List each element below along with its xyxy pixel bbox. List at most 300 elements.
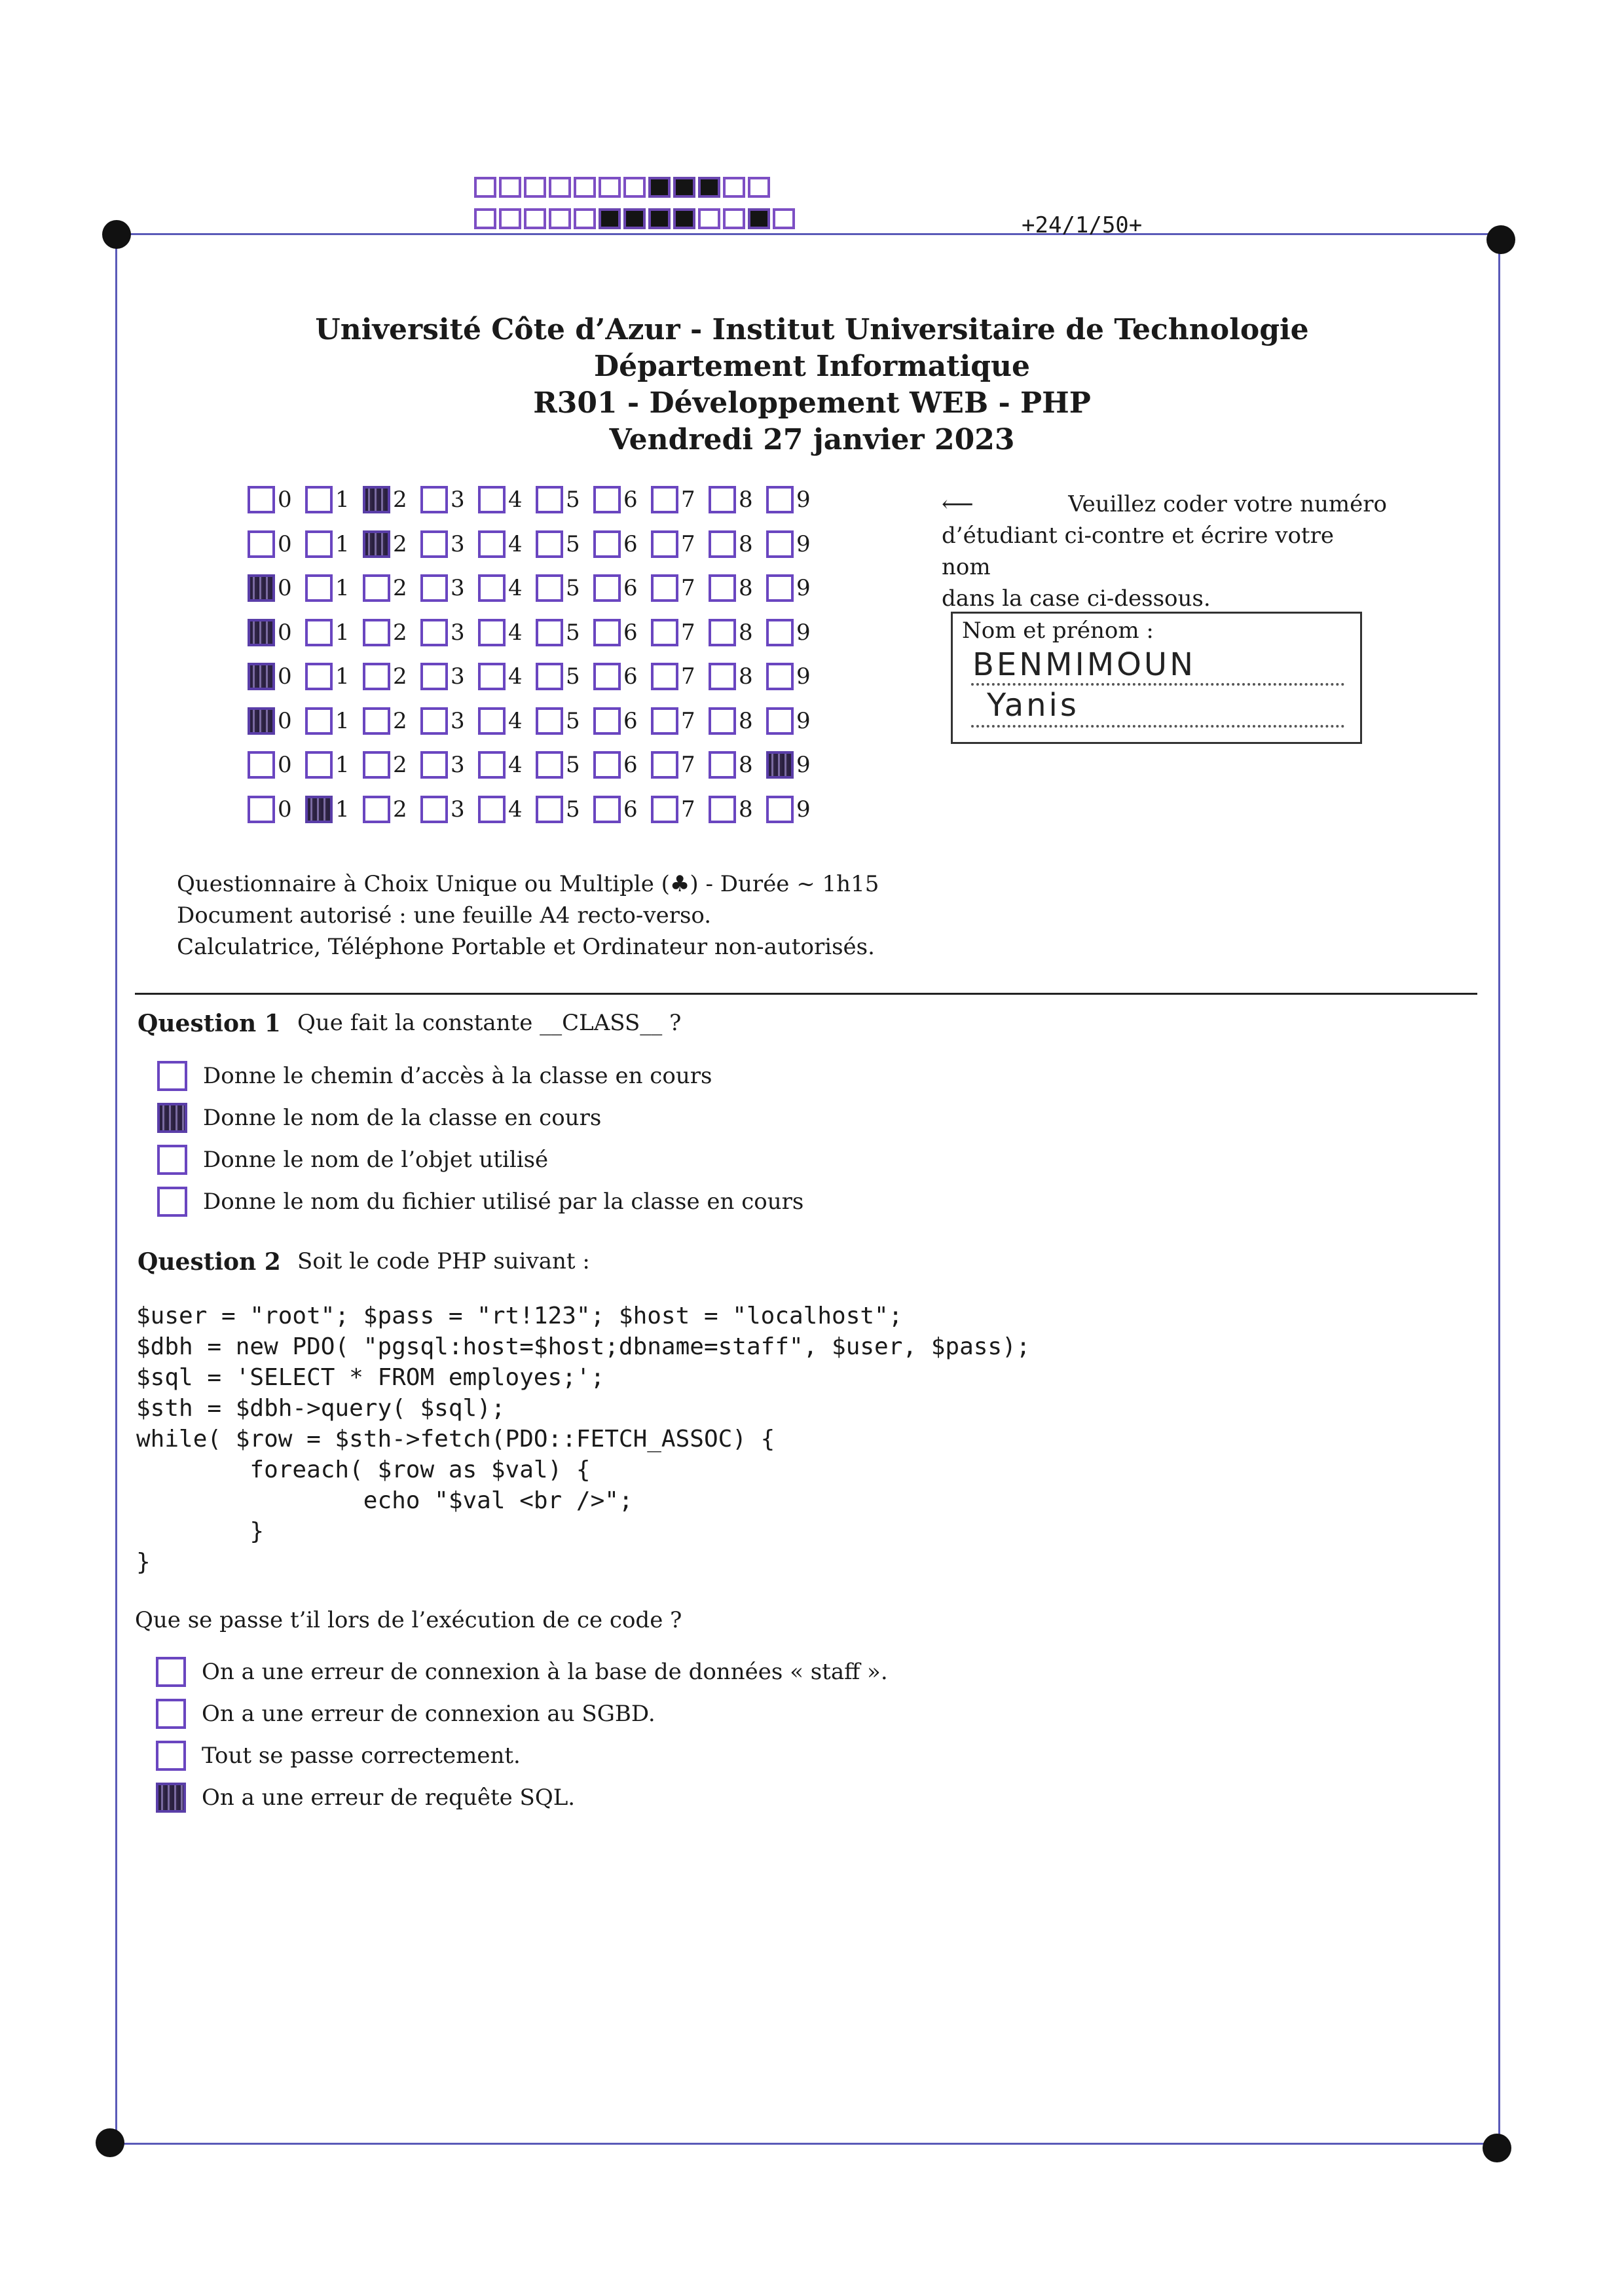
header-university: Université Côte d’Azur - Institut Universitaire de Technologie (315, 313, 1309, 346)
digit-option[interactable] (248, 619, 293, 646)
digit-label: 5 (566, 530, 580, 557)
digit-checkbox[interactable] (651, 796, 678, 823)
digit-option[interactable] (766, 574, 812, 602)
digit-option[interactable] (593, 574, 639, 602)
digit-label: 2 (393, 752, 407, 778)
digit-label: 5 (566, 796, 580, 823)
digit-option[interactable] (536, 619, 581, 646)
digit-checkbox[interactable] (766, 574, 794, 602)
digit-checkbox[interactable] (420, 619, 448, 646)
digit-checkbox[interactable] (593, 574, 621, 602)
answer-text: Donne le chemin d’accès à la classe en cours (203, 1063, 712, 1089)
digit-option[interactable] (651, 796, 697, 823)
digit-option[interactable] (305, 530, 351, 558)
digit-checkbox[interactable] (766, 707, 794, 735)
digit-option[interactable] (709, 619, 754, 646)
digit-option[interactable] (593, 486, 639, 513)
digit-label: 2 (393, 530, 407, 557)
digit-label: 3 (451, 530, 465, 557)
digit-option[interactable] (593, 751, 639, 779)
digit-option[interactable] (305, 751, 351, 779)
answer-checkbox[interactable] (156, 1657, 186, 1687)
digit-label: 0 (278, 796, 292, 823)
digit-option[interactable] (766, 530, 812, 558)
digit-checkbox[interactable] (651, 619, 678, 646)
page-id: +24/1/50+ (1022, 212, 1143, 238)
digit-option[interactable] (305, 796, 351, 823)
answer-checkbox[interactable] (156, 1741, 186, 1771)
section-divider (135, 993, 1477, 995)
digit-label: 7 (681, 530, 695, 557)
code-strip-cell (623, 177, 646, 198)
digit-option[interactable] (420, 751, 466, 779)
digit-checkbox[interactable] (709, 619, 736, 646)
digit-label: 7 (681, 619, 695, 646)
digit-label: 2 (393, 619, 407, 646)
answer-option[interactable] (156, 1657, 888, 1687)
digit-option[interactable] (478, 530, 524, 558)
digit-checkbox[interactable] (248, 530, 275, 558)
digit-option[interactable] (651, 619, 697, 646)
digit-option[interactable] (478, 796, 524, 823)
digit-option[interactable] (478, 486, 524, 513)
digit-checkbox[interactable] (363, 751, 390, 779)
digit-option[interactable] (478, 574, 524, 602)
digit-label: 8 (739, 575, 753, 601)
digit-label: 1 (335, 707, 350, 734)
digit-checkbox[interactable] (420, 574, 448, 602)
digit-checkbox[interactable] (478, 486, 506, 513)
digit-option[interactable] (420, 663, 466, 690)
digit-option[interactable] (709, 530, 754, 558)
digit-label: 0 (278, 752, 292, 778)
code-strip-cell (524, 208, 546, 229)
code-strip-cell (499, 208, 521, 229)
digit-option[interactable] (766, 619, 812, 646)
corner-mark-bottom-left (96, 2128, 124, 2157)
digit-label: 6 (623, 707, 638, 734)
digit-label: 6 (623, 796, 638, 823)
digit-label: 2 (393, 575, 407, 601)
digit-label: 4 (508, 752, 523, 778)
digit-option[interactable] (305, 486, 351, 513)
digit-checkbox[interactable] (593, 751, 621, 779)
answer-text: Tout se passe correctement. (202, 1743, 521, 1769)
digit-option[interactable] (248, 486, 293, 513)
digit-option[interactable] (363, 530, 409, 558)
question-1-label: Question 1 (138, 1010, 281, 1037)
digit-option[interactable] (478, 619, 524, 646)
instructions-line-1: Veuillez coder votre numéro (1068, 491, 1387, 517)
corner-mark-top-right (1486, 225, 1515, 254)
digit-label: 9 (796, 575, 811, 601)
digit-option[interactable] (593, 530, 639, 558)
answer-checkbox[interactable] (157, 1061, 187, 1091)
digit-option[interactable] (593, 619, 639, 646)
answer-option[interactable] (157, 1187, 803, 1217)
last-name-field[interactable]: BENMIMOUN (972, 646, 1196, 683)
digit-checkbox[interactable] (305, 663, 333, 690)
digit-label: 5 (566, 752, 580, 778)
digit-option[interactable] (536, 574, 581, 602)
digit-option[interactable] (536, 796, 581, 823)
digit-option[interactable] (766, 796, 812, 823)
php-code-block: $user = "root"; $pass = "rt!123"; $host = "localhost"; $dbh = new PDO( "pgsql:host=$host;dbname=staff", $user, $pass); $sql = 'SELECT * FROM employes;'; $sth = $dbh->query( $sql); while( $row = $sth->fetch(PDO::FETCH_ASSOC) { foreach( $row as $val) { echo "$val <br />"; } } (136, 1303, 1031, 1576)
digit-option[interactable] (593, 707, 639, 735)
student-number-row (248, 707, 824, 735)
digit-option[interactable] (478, 663, 524, 690)
digit-option[interactable] (651, 486, 697, 513)
digit-label: 0 (278, 707, 292, 734)
answer-option[interactable] (156, 1741, 521, 1771)
digit-option[interactable] (363, 796, 409, 823)
digit-label: 0 (278, 619, 292, 646)
answer-option[interactable] (157, 1145, 548, 1175)
digit-option[interactable] (536, 486, 581, 513)
digit-label: 2 (393, 487, 407, 513)
digit-checkbox[interactable] (363, 663, 390, 690)
digit-label: 3 (451, 752, 465, 778)
digit-label: 2 (393, 707, 407, 734)
digit-option[interactable] (651, 707, 697, 735)
digit-label: 9 (796, 663, 811, 690)
digit-checkbox[interactable] (709, 486, 736, 513)
digit-option[interactable] (305, 707, 351, 735)
digit-checkbox[interactable] (305, 530, 333, 558)
digit-option[interactable] (420, 530, 466, 558)
digit-label: 8 (739, 796, 753, 823)
answer-checkbox[interactable] (157, 1103, 187, 1133)
question-2-label: Question 2 (138, 1248, 281, 1276)
digit-option[interactable] (248, 663, 293, 690)
digit-option[interactable] (593, 663, 639, 690)
digit-checkbox[interactable] (651, 574, 678, 602)
digit-option[interactable] (709, 796, 754, 823)
digit-checkbox[interactable] (593, 707, 621, 735)
digit-label: 2 (393, 796, 407, 823)
digit-checkbox[interactable] (248, 707, 275, 735)
code-strip-cell (723, 208, 745, 229)
digit-label: 9 (796, 796, 811, 823)
first-name-dotted-line (971, 725, 1344, 728)
answer-checkbox[interactable] (157, 1187, 187, 1217)
digit-checkbox[interactable] (363, 707, 390, 735)
digit-checkbox[interactable] (305, 619, 333, 646)
digit-option[interactable] (766, 707, 812, 735)
digit-option[interactable] (420, 486, 466, 513)
code-strip-cell (599, 208, 621, 229)
digit-option[interactable] (248, 574, 293, 602)
digit-label: 5 (566, 619, 580, 646)
digit-label: 6 (623, 575, 638, 601)
digit-checkbox[interactable] (766, 751, 794, 779)
digit-checkbox[interactable] (478, 751, 506, 779)
answer-text: Donne le nom de l’objet utilisé (203, 1147, 549, 1173)
digit-label: 7 (681, 575, 695, 601)
digit-option[interactable] (766, 663, 812, 690)
digit-checkbox[interactable] (420, 486, 448, 513)
digit-label: 5 (566, 575, 580, 601)
digit-label: 1 (335, 575, 350, 601)
digit-checkbox[interactable] (363, 796, 390, 823)
digit-checkbox[interactable] (478, 530, 506, 558)
digit-checkbox[interactable] (709, 751, 736, 779)
digit-label: 5 (566, 487, 580, 513)
digit-checkbox[interactable] (478, 663, 506, 690)
digit-checkbox[interactable] (766, 796, 794, 823)
code-strip-cell (648, 208, 671, 229)
digit-checkbox[interactable] (305, 796, 333, 823)
student-number-row (248, 574, 824, 602)
digit-checkbox[interactable] (536, 707, 563, 735)
digit-option[interactable] (478, 707, 524, 735)
digit-option[interactable] (536, 663, 581, 690)
digit-option[interactable] (363, 619, 409, 646)
digit-checkbox[interactable] (709, 530, 736, 558)
digit-option[interactable] (248, 796, 293, 823)
code-strip-row-2 (474, 208, 798, 229)
digit-checkbox[interactable] (536, 486, 563, 513)
code-strip-cell (673, 208, 695, 229)
digit-label: 6 (623, 487, 638, 513)
digit-option[interactable] (478, 751, 524, 779)
digit-checkbox[interactable] (766, 619, 794, 646)
answer-option[interactable] (156, 1699, 655, 1729)
first-name-field[interactable]: Yanis (987, 687, 1079, 724)
digit-label: 7 (681, 487, 695, 513)
digit-label: 0 (278, 530, 292, 557)
digit-checkbox[interactable] (651, 751, 678, 779)
digit-option[interactable] (651, 530, 697, 558)
digit-checkbox[interactable] (709, 663, 736, 690)
digit-checkbox[interactable] (363, 530, 390, 558)
digit-checkbox[interactable] (363, 486, 390, 513)
digit-checkbox[interactable] (478, 796, 506, 823)
student-number-row (248, 486, 824, 513)
digit-checkbox[interactable] (420, 751, 448, 779)
digit-checkbox[interactable] (536, 663, 563, 690)
digit-label: 3 (451, 663, 465, 690)
answer-option[interactable] (157, 1061, 712, 1091)
question-2-text: Soit le code PHP suivant : (297, 1248, 590, 1274)
digit-checkbox[interactable] (363, 619, 390, 646)
digit-checkbox[interactable] (651, 707, 678, 735)
digit-label: 3 (451, 575, 465, 601)
digit-checkbox[interactable] (651, 486, 678, 513)
digit-option[interactable] (420, 619, 466, 646)
answer-text: On a une erreur de requête SQL. (202, 1785, 576, 1811)
code-strip-cell (549, 208, 571, 229)
digit-checkbox[interactable] (593, 796, 621, 823)
digit-checkbox[interactable] (651, 663, 678, 690)
digit-option[interactable] (593, 796, 639, 823)
header-date: Vendredi 27 janvier 2023 (609, 423, 1015, 456)
digit-checkbox[interactable] (478, 707, 506, 735)
instructions (942, 489, 1387, 614)
digit-label: 9 (796, 487, 811, 513)
digit-checkbox[interactable] (709, 796, 736, 823)
digit-checkbox[interactable] (248, 619, 275, 646)
digit-label: 2 (393, 663, 407, 690)
digit-label: 4 (508, 796, 523, 823)
answer-text: Donne le nom du fichier utilisé par la classe en cours (203, 1189, 804, 1215)
digit-label: 6 (623, 752, 638, 778)
digit-label: 4 (508, 707, 523, 734)
frame-left (115, 233, 117, 2144)
digit-checkbox[interactable] (248, 751, 275, 779)
digit-option[interactable] (709, 707, 754, 735)
code-strip-cell (698, 177, 720, 198)
digit-label: 1 (335, 663, 350, 690)
digit-checkbox[interactable] (420, 530, 448, 558)
answer-text: On a une erreur de connexion à la base de données « staff ». (202, 1659, 888, 1685)
digit-checkbox[interactable] (766, 530, 794, 558)
digit-label: 8 (739, 663, 753, 690)
digit-option[interactable] (651, 574, 697, 602)
digit-checkbox[interactable] (536, 751, 563, 779)
digit-checkbox[interactable] (766, 486, 794, 513)
code-strip-cell (648, 177, 671, 198)
exam-info-line-3: Calculatrice, Téléphone Portable et Ordinateur non-autorisés. (177, 934, 875, 960)
digit-label: 0 (278, 487, 292, 513)
digit-label: 6 (623, 530, 638, 557)
digit-checkbox[interactable] (305, 751, 333, 779)
digit-checkbox[interactable] (536, 619, 563, 646)
digit-label: 8 (739, 530, 753, 557)
student-number-row (248, 796, 824, 823)
digit-label: 9 (796, 752, 811, 778)
code-strip-cell (574, 208, 596, 229)
digit-checkbox[interactable] (593, 619, 621, 646)
digit-option[interactable] (305, 619, 351, 646)
digit-option[interactable] (248, 751, 293, 779)
code-strip-cell (673, 177, 695, 198)
digit-label: 9 (796, 707, 811, 734)
digit-checkbox[interactable] (593, 530, 621, 558)
digit-checkbox[interactable] (478, 619, 506, 646)
digit-label: 7 (681, 663, 695, 690)
digit-checkbox[interactable] (305, 486, 333, 513)
digit-checkbox[interactable] (766, 663, 794, 690)
answer-option[interactable] (157, 1103, 601, 1133)
digit-checkbox[interactable] (593, 486, 621, 513)
digit-option[interactable] (363, 574, 409, 602)
header-course: R301 - Développement WEB - PHP (533, 386, 1091, 420)
digit-label: 3 (451, 619, 465, 646)
digit-label: 1 (335, 619, 350, 646)
digit-option[interactable] (305, 574, 351, 602)
code-strip-cell (524, 177, 546, 198)
digit-option[interactable] (363, 663, 409, 690)
digit-option[interactable] (248, 530, 293, 558)
answer-checkbox[interactable] (157, 1145, 187, 1175)
answer-option[interactable] (156, 1783, 575, 1813)
digit-checkbox[interactable] (248, 486, 275, 513)
code-strip-cell (549, 177, 571, 198)
answer-checkbox[interactable] (156, 1783, 186, 1813)
digit-label: 5 (566, 663, 580, 690)
corner-mark-top-left (102, 220, 131, 249)
digit-label: 4 (508, 619, 523, 646)
last-name-dotted-line (971, 683, 1344, 686)
digit-checkbox[interactable] (593, 663, 621, 690)
digit-label: 1 (335, 487, 350, 513)
digit-option[interactable] (420, 796, 466, 823)
digit-checkbox[interactable] (709, 707, 736, 735)
digit-checkbox[interactable] (420, 796, 448, 823)
digit-label: 1 (335, 796, 350, 823)
digit-label: 1 (335, 752, 350, 778)
answer-text: Donne le nom de la classe en cours (203, 1105, 602, 1131)
name-box (951, 612, 1362, 744)
digit-option[interactable] (363, 751, 409, 779)
digit-checkbox[interactable] (478, 574, 506, 602)
frame-top (115, 233, 1500, 235)
code-strip-cell (623, 208, 646, 229)
digit-checkbox[interactable] (363, 574, 390, 602)
code-strip-cell (698, 208, 720, 229)
digit-checkbox[interactable] (536, 530, 563, 558)
digit-label: 6 (623, 663, 638, 690)
digit-checkbox[interactable] (248, 796, 275, 823)
digit-label: 4 (508, 530, 523, 557)
digit-checkbox[interactable] (536, 796, 563, 823)
answer-checkbox[interactable] (156, 1699, 186, 1729)
digit-option[interactable] (651, 663, 697, 690)
digit-option[interactable] (709, 751, 754, 779)
digit-option[interactable] (363, 707, 409, 735)
digit-option[interactable] (709, 574, 754, 602)
digit-option[interactable] (305, 663, 351, 690)
question-1-text: Que fait la constante __CLASS__ ? (297, 1010, 682, 1036)
digit-label: 8 (739, 752, 753, 778)
code-strip-cell (574, 177, 596, 198)
digit-option[interactable] (709, 486, 754, 513)
digit-label: 0 (278, 575, 292, 601)
digit-checkbox[interactable] (248, 663, 275, 690)
digit-checkbox[interactable] (651, 530, 678, 558)
digit-option[interactable] (766, 486, 812, 513)
student-number-row (248, 530, 824, 558)
digit-option[interactable] (248, 707, 293, 735)
digit-label: 7 (681, 707, 695, 734)
digit-checkbox[interactable] (536, 574, 563, 602)
exam-info (177, 868, 879, 963)
code-strip-cell (723, 177, 745, 198)
digit-checkbox[interactable] (420, 663, 448, 690)
name-box-label: Nom et prénom : (962, 618, 1154, 644)
digit-label: 6 (623, 619, 638, 646)
digit-checkbox[interactable] (709, 574, 736, 602)
digit-option[interactable] (420, 574, 466, 602)
digit-option[interactable] (363, 486, 409, 513)
digit-checkbox[interactable] (420, 707, 448, 735)
digit-label: 9 (796, 530, 811, 557)
digit-checkbox[interactable] (305, 574, 333, 602)
digit-option[interactable] (536, 707, 581, 735)
digit-option[interactable] (651, 751, 697, 779)
digit-checkbox[interactable] (248, 574, 275, 602)
digit-option[interactable] (420, 707, 466, 735)
digit-option[interactable] (536, 530, 581, 558)
digit-option[interactable] (766, 751, 812, 779)
digit-checkbox[interactable] (305, 707, 333, 735)
instructions-line-3: dans la case ci-dessous. (942, 585, 1211, 612)
digit-option[interactable] (536, 751, 581, 779)
corner-mark-bottom-right (1483, 2134, 1511, 2162)
digit-option[interactable] (709, 663, 754, 690)
arrow-left-icon: ⟵ (942, 491, 974, 517)
